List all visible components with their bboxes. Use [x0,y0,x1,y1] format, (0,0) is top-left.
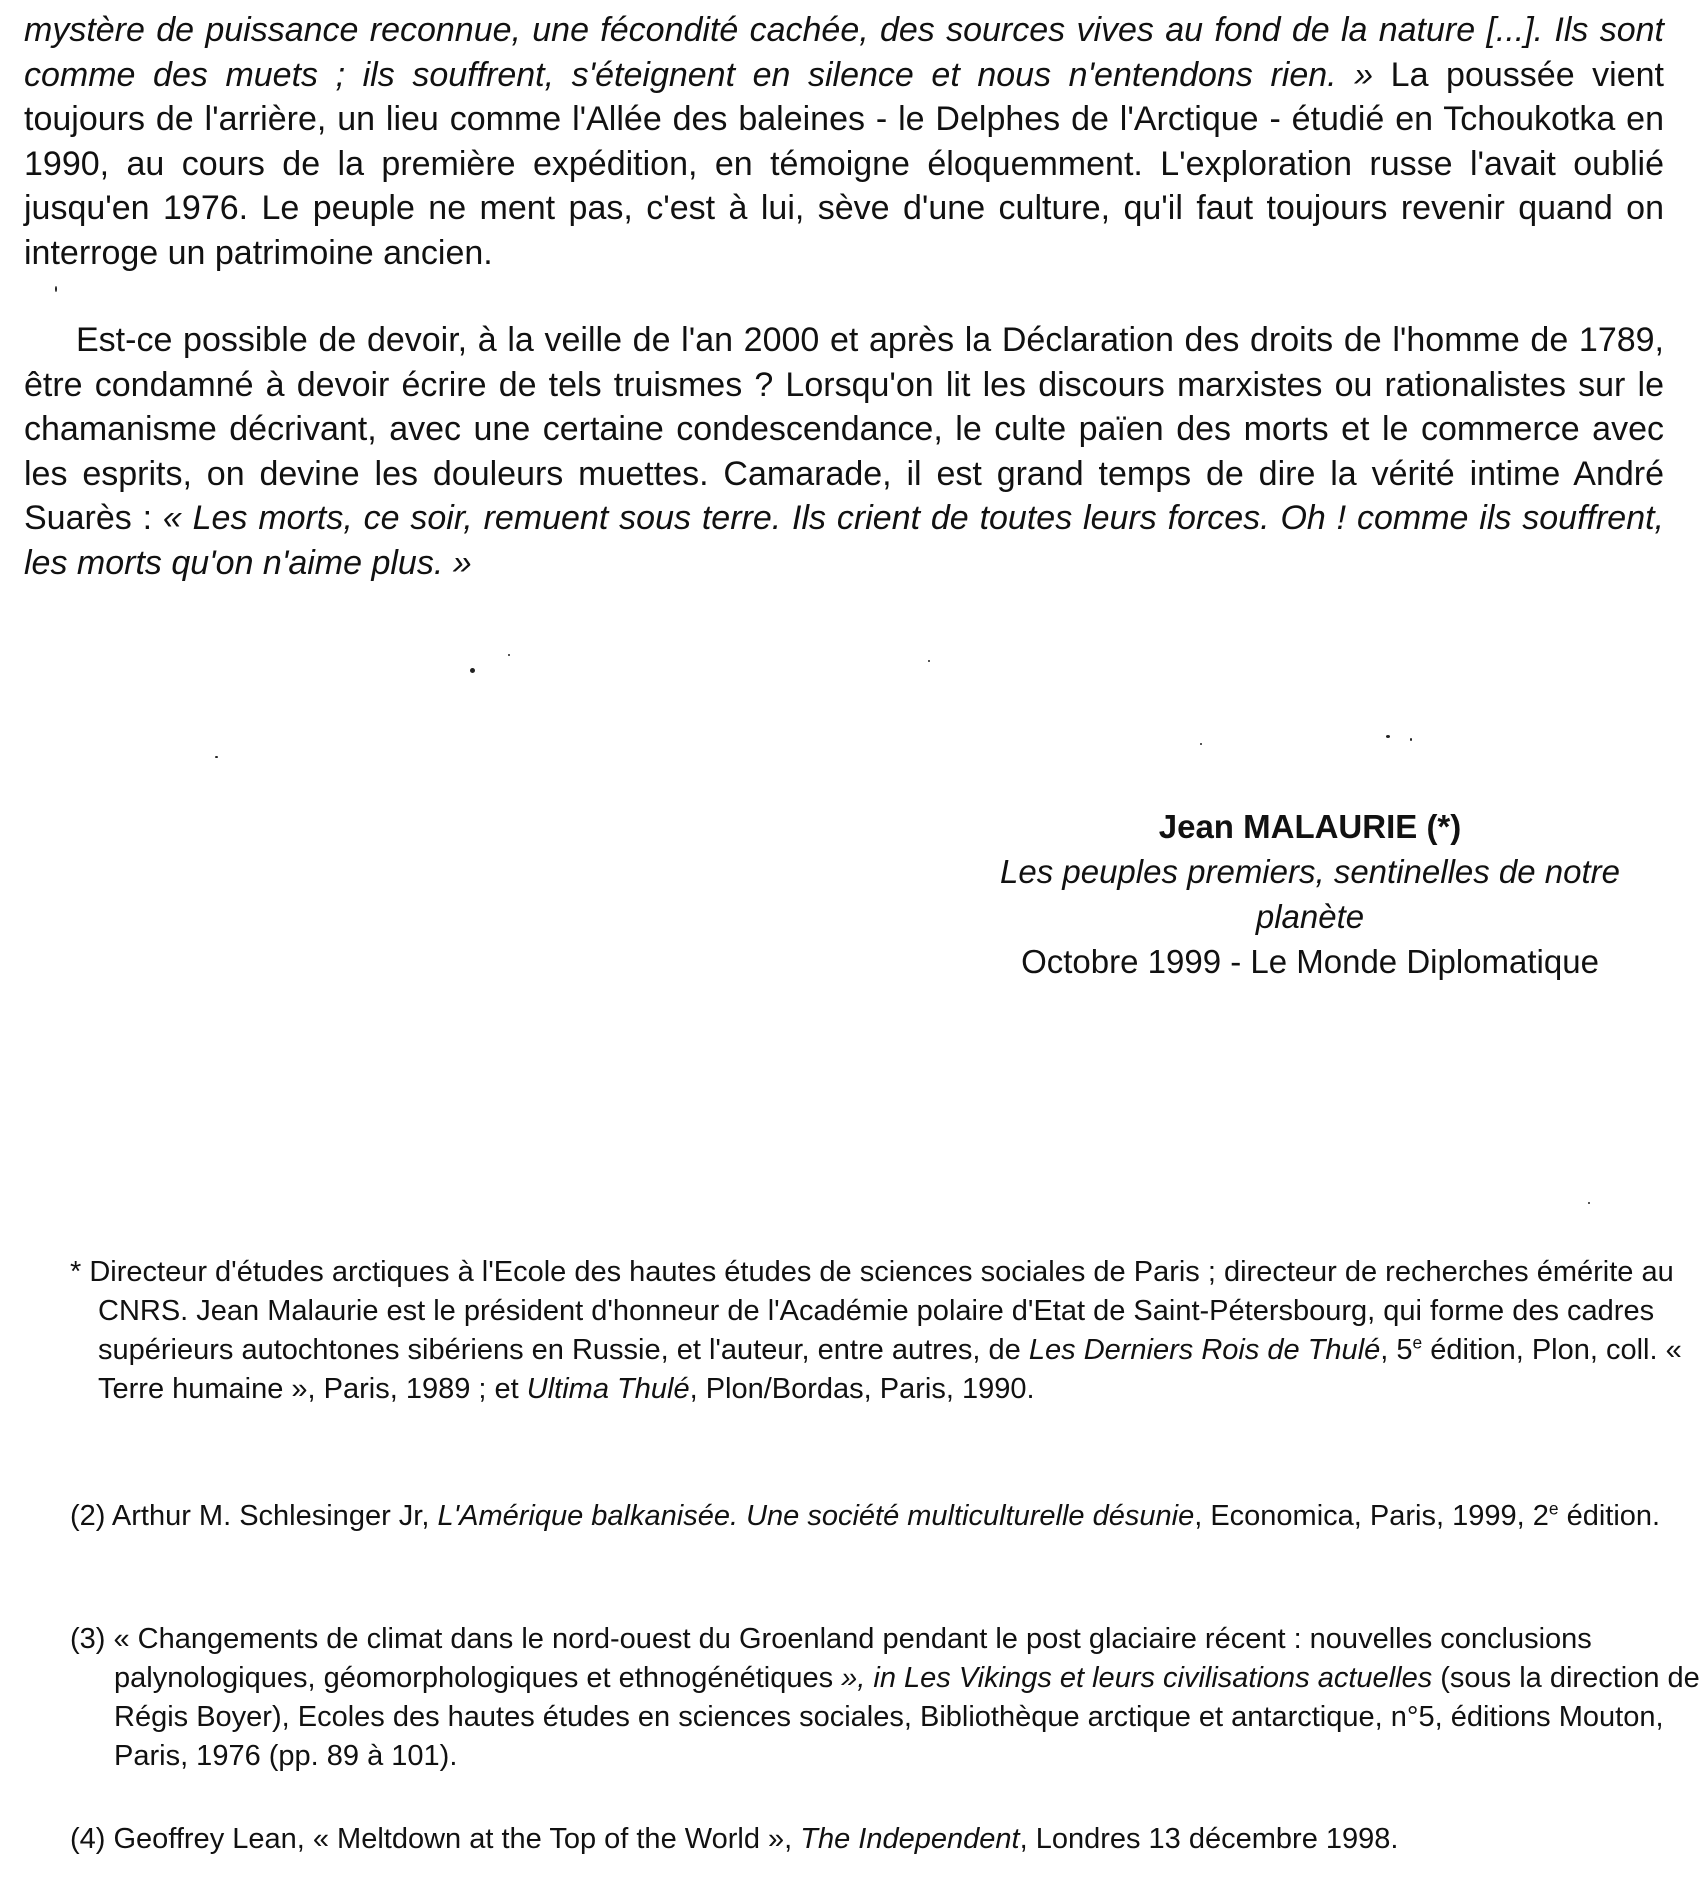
footnote-1-book-title-2: Ultima Thulé [526,1373,690,1405]
scan-speck [1588,1202,1590,1204]
footnote-3-text: (3) « Changements de climat dans le nord-ouest du Groenland pendant le post glaciaire récent : nouvelles conclusions palynologiques, géomorphologiques et ethnogénétiques [70,1623,1592,1694]
signature-title-line-1: Les peuples premiers, sentinelles de notre [999,853,1621,890]
footnote-1-book-title: Les Derniers Rois de Thulé [1028,1334,1381,1366]
footnote-2-book-title: L'Amérique balkanisée. Une société multiculturelle désunie [437,1500,1195,1532]
footnote-1-sup: e [1412,1332,1423,1353]
signature-title-line-2: planète [1255,898,1365,935]
footnote-4-text-2: , Londres 13 décembre 1998. [1019,1823,1399,1855]
paragraph-2 [24,318,1664,585]
footnote-1-text-3: édition, Plon, coll. « Terre humaine », Paris, 1989 ; et [98,1334,1682,1405]
scan-speck [1410,738,1412,741]
scan-speck [928,660,930,662]
footnote-2-text-2: , Economica, Paris, 1999, 2 [1194,1500,1549,1532]
footnote-1-text-2: , 5 [1380,1334,1413,1366]
scan-speck [215,756,218,758]
scan-speck [508,654,510,656]
footnote-4 [70,1820,1701,1859]
quote-suares: « Les morts, ce soir, remuent sous terre. Ils crient de toutes leurs forces. Oh ! comme ils souffrent, les morts qu'on n'aime plus. » [24,499,1664,582]
footnote-2 [70,1497,1701,1536]
signature-author: Jean MALAURIE (*) [1158,808,1462,845]
signature-block [940,804,1680,984]
footnote-2-text: (2) Arthur M. Schlesinger Jr, [70,1500,438,1532]
footnote-3 [70,1620,1701,1776]
footnote-4-text: (4) Geoffrey Lean, « Meltdown at the Top of the World », [70,1823,801,1855]
scan-speck [1200,743,1202,745]
footnote-3-text-2: (sous la direction de Régis Boyer), Ecoles des hautes études en sciences sociales, Bibliothèque arctique et antarctique, n°5, éditions Mouton, Paris, 1976 (pp. 89 à 101). [114,1662,1700,1772]
footnote-2-sup: e [1548,1498,1559,1519]
scan-speck [55,286,57,292]
scan-speck [1386,735,1390,738]
paragraph-1 [24,8,1664,275]
scan-speck [470,668,475,673]
quote-muets: mystère de puissance reconnue, une fécondité cachée, des sources vives au fond de la nature [...]. Ils sont comme des muets ; ils souffrent, s'éteignent en silence et nous n'entendons rien. » [24,11,1664,94]
footnote-4-newspaper: The Independent [800,1823,1020,1855]
footnote-1-text-4: , Plon/Bordas, Paris, 1990. [689,1373,1035,1405]
footnote-2-text-3: édition. [1558,1500,1661,1532]
paragraph-2-text: Est-ce possible de devoir, à la veille de l'an 2000 et après la Déclaration des droits de l'homme de 1789, être condamné à devoir écrire de tels truismes ? Lorsqu'on lit les discours marxistes ou rationalistes sur le chamanisme décrivant, avec une certaine condescendance, le culte païen des morts et le commerce avec les esprits, on devine les douleurs muettes. Camarade, il est grand temps de dire la vérité intime André Suarès : [24,321,1664,537]
signature-source: Octobre 1999 - Le Monde Diplomatique [1021,943,1599,980]
paragraph-1-text: La poussée vient toujours de l'arrière, un lieu comme l'Allée des baleines - le Delphes de l'Arctique - étudié en Tchoukotka en 1990, au cours de la première expédition, en témoigne éloquemment. L'exploration russe l'avait oublié jusqu'en 1976. Le peuple ne ment pas, c'est à lui, sève d'une culture, qu'il faut toujours revenir quand on interroge un patrimoine ancien. [24,55,1664,272]
footnote-1-text: * Directeur d'études arctiques à l'Ecole des hautes études de sciences sociales de Paris ; directeur de recherches émérite au CNRS. Jean Malaurie est le président d'honneur de l'Académie polaire d'Etat de Saint-Pétersbourg, qui forme des cadres supérieurs autochtones sibériens en Russie, et l'auteur, entre autres, de [70,1256,1674,1366]
footnote-3-book-title: », in Les Vikings et leurs civilisations actuelles [841,1662,1433,1694]
footnote-1 [70,1253,1698,1409]
